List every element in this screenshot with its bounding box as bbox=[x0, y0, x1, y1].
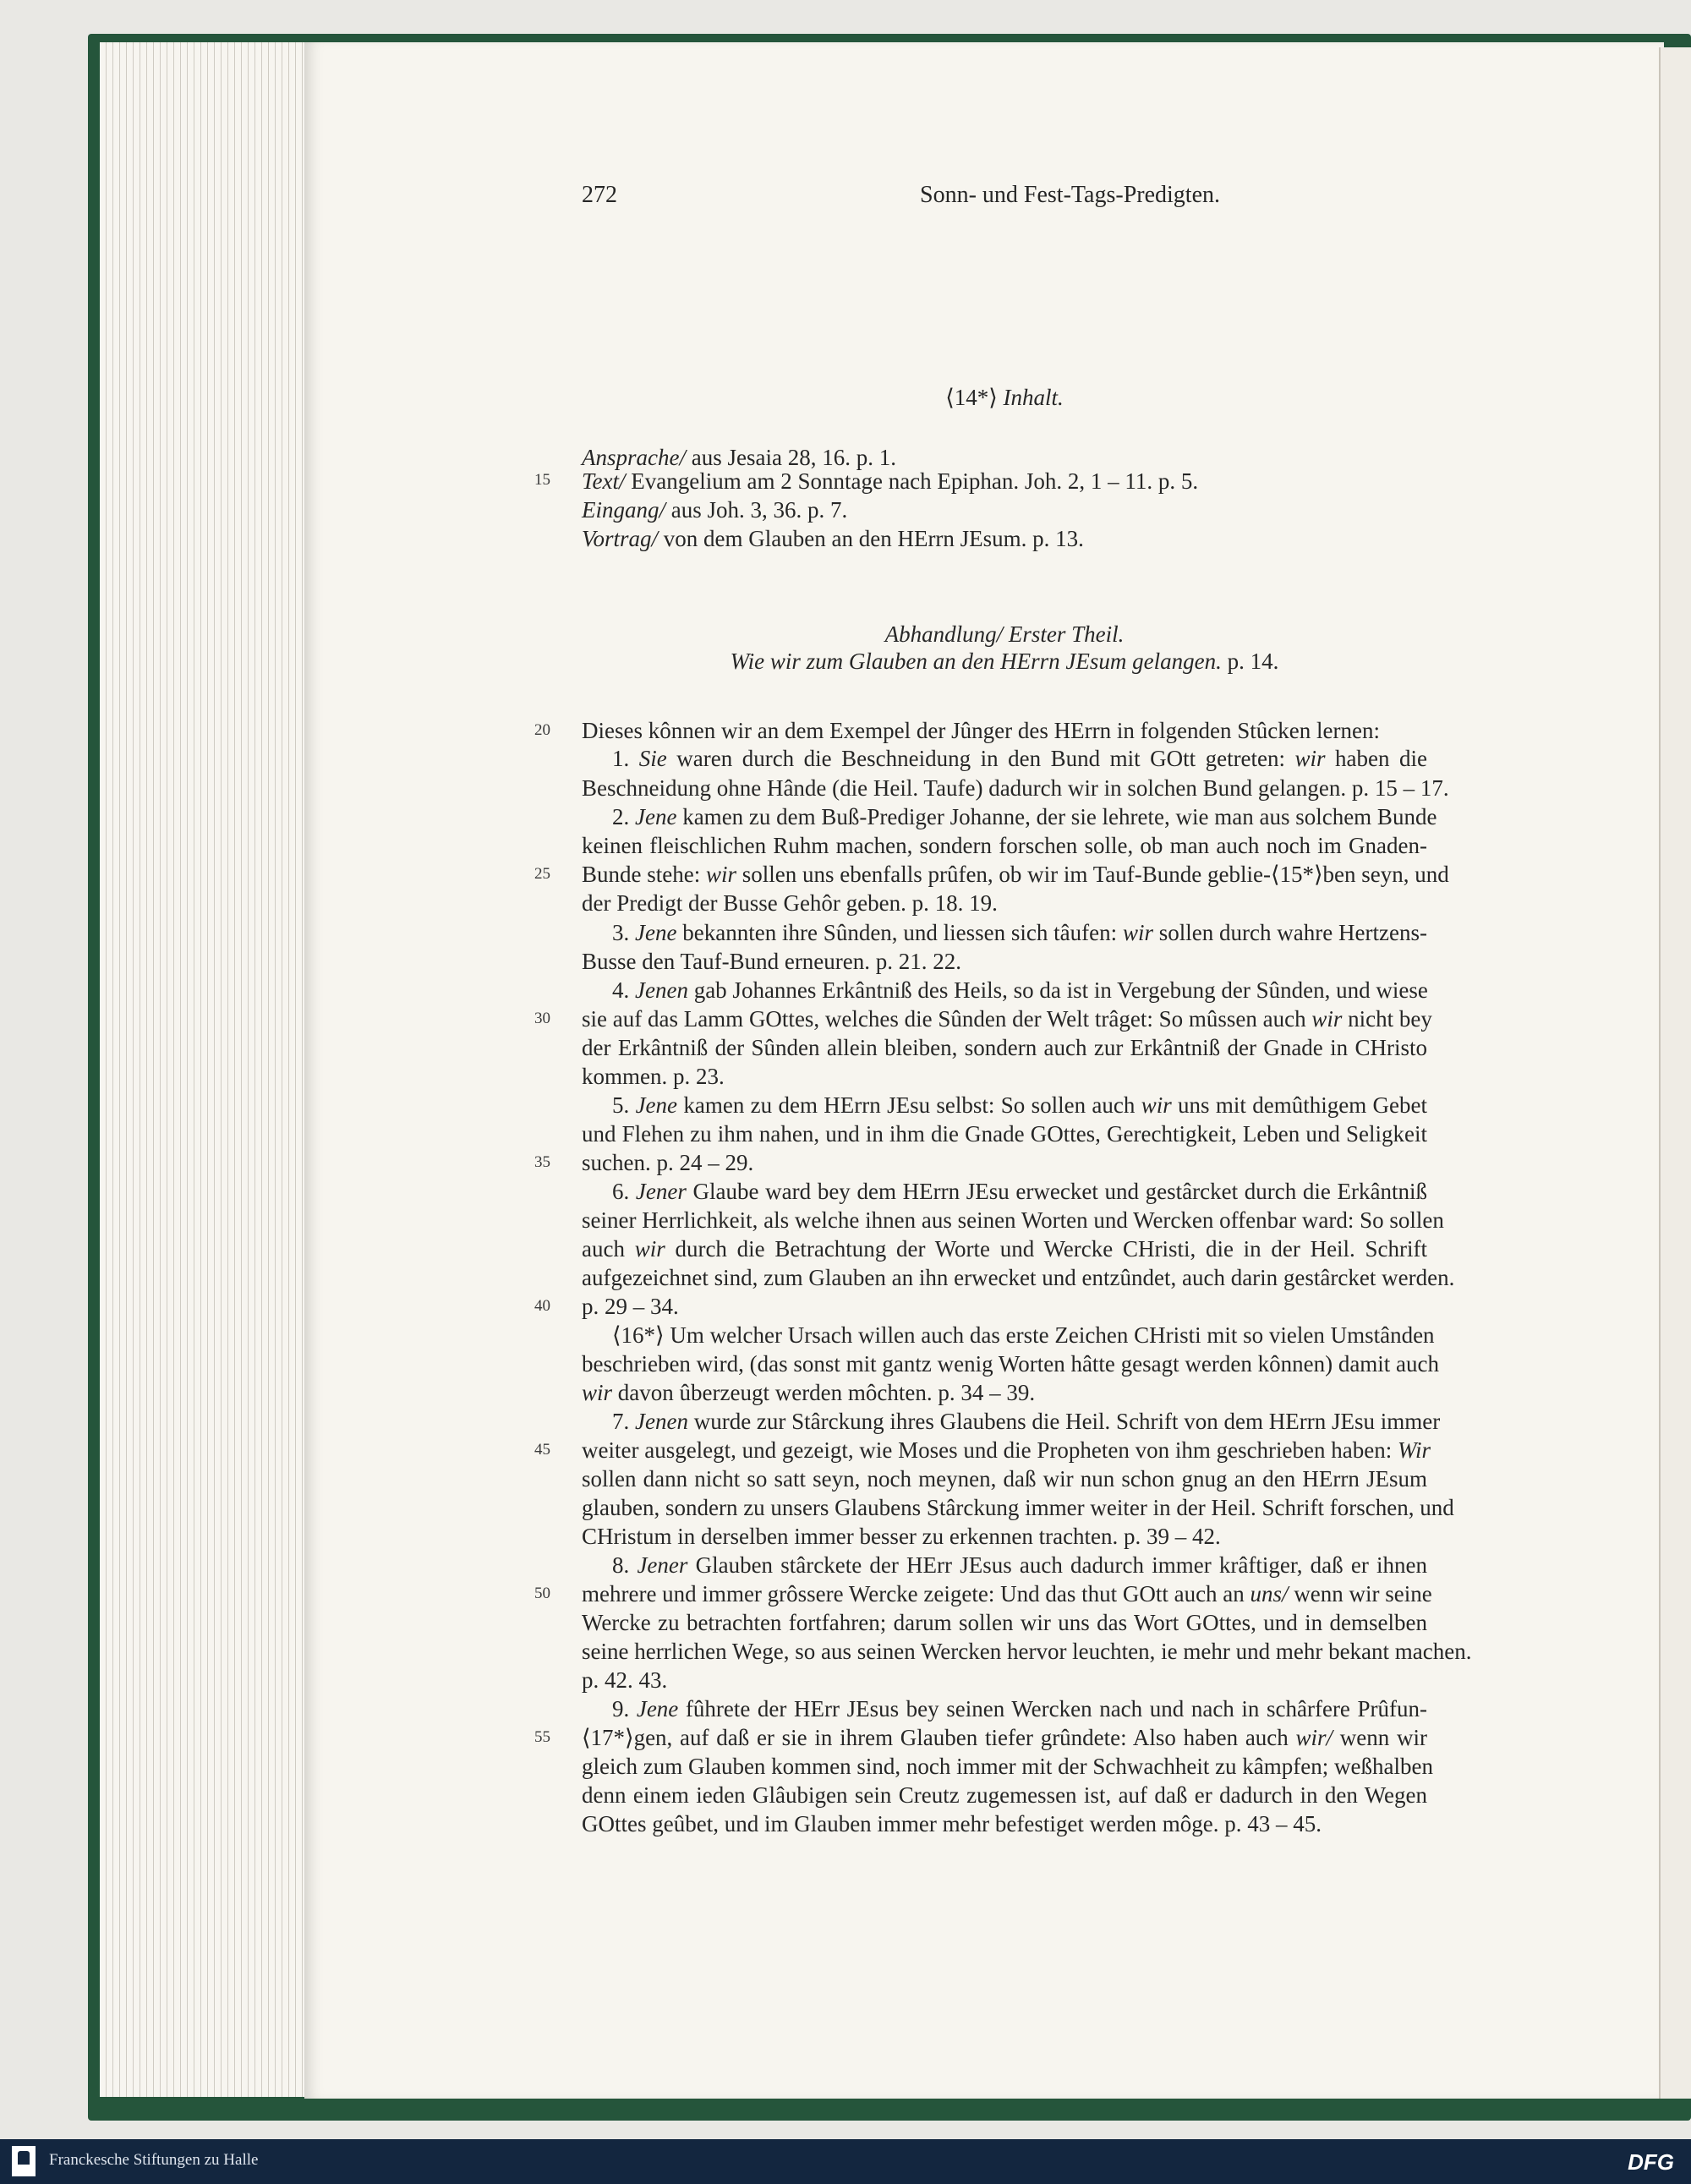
body-line: ⟨17*⟩gen, auf daß er sie in ihrem Glauben tiefer grûndete: Also haben auch wir/ wenn wir bbox=[582, 1725, 1427, 1750]
line-number: 50 bbox=[534, 1585, 550, 1602]
contents-heading bbox=[582, 385, 1427, 411]
page-marker: ⟨14*⟩ bbox=[945, 385, 998, 410]
body-line: 5. Jene kamen zu dem HErrn JEsu selbst: So sollen auch wir uns mit demûthigem Gebet bbox=[612, 1092, 1427, 1118]
body-line: GOttes geûbet, und im Glauben immer mehr befestiget werden môge. p. 43 – 45. bbox=[582, 1811, 1322, 1836]
body-line: Beschneidung ohne Hânde (die Heil. Taufe) dadurch wir in solchen Bund gelangen. p. 15 – 17. bbox=[582, 775, 1449, 801]
footer-bar bbox=[0, 2139, 1691, 2184]
body-line: sie auf das Lamm GOttes, welches die Sûnden der Welt trâget: So mûssen auch wir nicht bey bbox=[582, 1006, 1432, 1032]
body-line: seiner Herrlichkeit, als welche ihnen aus seinen Worten und Wercken offenbar ward: So sollen bbox=[582, 1207, 1444, 1233]
body-line: 9. Jene fûhrete der HErr JEsus bey seinen Wercken nach und nach in schârfere Prûfun- bbox=[612, 1696, 1427, 1721]
body-line: glauben, sondern zu unsers Glaubens Stârckung immer weiter in der Heil. Schrift forschen, und bbox=[582, 1495, 1454, 1520]
body-line: Bunde stehe: wir sollen uns ebenfalls prûfen, ob wir im Tauf-Bunde geblie-⟨15*⟩ben seyn, und bbox=[582, 862, 1449, 887]
toc-line-2: Text/ Evangelium am 2 Sonntage nach Epiphan. Joh. 2, 1 – 11. p. 5. bbox=[582, 468, 1199, 494]
page-number: 272 bbox=[582, 182, 617, 208]
body-line: 3. Jene bekannten ihre Sûnden, und liessen sich tâufen: wir sollen durch wahre Hertzens- bbox=[612, 920, 1427, 945]
institution-logo bbox=[12, 2146, 36, 2176]
body-line: denn einem ieden Glâubigen sein Creutz zugemessen ist, auf daß er dadurch in den Wegen bbox=[582, 1782, 1427, 1808]
body-line: Dieses kônnen wir an dem Exempel der Jûnger des HErrn in folgenden Stûcken lernen: bbox=[582, 718, 1380, 743]
line-number: 40 bbox=[534, 1297, 550, 1315]
dfg-logo: DFG bbox=[1628, 2149, 1674, 2175]
body-line: aufgezeichnet sind, zum Glauben an ihn erwecket und entzûndet, auch darin gestârcket werden. bbox=[582, 1265, 1455, 1290]
line-number: 30 bbox=[534, 1010, 550, 1027]
section-subheading: Wie wir zum Glauben an den HErrn JEsum gelangen. p. 14. bbox=[730, 649, 1279, 674]
contents-label: Inhalt. bbox=[1003, 385, 1064, 410]
toc-line-4: Vortrag/ von dem Glauben an den HErrn JEsum. p. 13. bbox=[582, 526, 1084, 551]
section-heading: Abhandlung/ Erster Theil. bbox=[884, 621, 1125, 647]
body-line: weiter ausgelegt, und gezeigt, wie Moses und die Propheten von ihm geschrieben haben: Wir bbox=[582, 1437, 1431, 1463]
body-line: p. 42. 43. bbox=[582, 1667, 668, 1693]
body-line: der Predigt der Busse Gehôr geben. p. 18. 19. bbox=[582, 890, 998, 916]
institution-name: Franckesche Stiftungen zu Halle bbox=[49, 2151, 259, 2169]
body-line: suchen. p. 24 – 29. bbox=[582, 1150, 754, 1175]
body-line: gleich zum Glauben kommen sind, noch immer mit der Schwachheit zu kâmpfen; weßhalben bbox=[582, 1754, 1433, 1779]
body-line: Wercke zu betrachten fortfahren; darum sollen wir uns das Wort GOttes, und in demselben bbox=[582, 1610, 1427, 1635]
body-line: Busse den Tauf-Bund erneuren. p. 21. 22. bbox=[582, 949, 962, 974]
body-line: 2. Jene kamen zu dem Buß-Prediger Johanne, der sie lehrete, wie man aus solchem Bunde bbox=[612, 804, 1437, 829]
body-line: sollen dann nicht so satt seyn, noch meynen, daß wir nun schon gnug an den HErrn JEsum bbox=[582, 1466, 1427, 1492]
body-line: wir davon ûberzeugt werden môchten. p. 34 – 39. bbox=[582, 1380, 1036, 1405]
body-line: auch wir durch die Betrachtung der Worte und Wercke CHristi, die in der Heil. Schrift bbox=[582, 1236, 1428, 1262]
body-line: 6. Jener Glaube ward bey dem HErrn JEsu erwecket und gestârcket durch die Erkântniß bbox=[612, 1179, 1428, 1204]
body-line: CHristum in derselben immer besser zu erkennen trachten. p. 39 – 42. bbox=[582, 1524, 1221, 1549]
body-line: beschrieben wird, (das sonst mit gantz wenig Worten hâtte gesagt werden kônnen) damit auch bbox=[582, 1351, 1440, 1377]
line-number: 55 bbox=[534, 1728, 550, 1746]
body-line: 8. Jener Glauben stârckete der HErr JEsus auch dadurch immer krâftiger, daß er ihnen bbox=[612, 1552, 1427, 1578]
running-title: Sonn- und Fest-Tags-Predigten. bbox=[920, 182, 1221, 208]
line-number: 35 bbox=[534, 1153, 550, 1171]
body-line: der Erkântniß der Sûnden allein bleiben, sondern auch zur Erkântniß der Gnade in CHristo bbox=[582, 1035, 1427, 1060]
body-line: 7. Jenen wurde zur Stârckung ihres Glaubens die Heil. Schrift von dem HErrn JEsu immer bbox=[612, 1409, 1441, 1434]
body-line: kommen. p. 23. bbox=[582, 1064, 725, 1089]
line-number: 25 bbox=[534, 865, 550, 883]
line-number: 15 bbox=[534, 471, 550, 489]
body-line: ⟨16*⟩ Um welcher Ursach willen auch das erste Zeichen CHristi mit so vielen Umstânden bbox=[612, 1322, 1435, 1348]
line-number: 20 bbox=[534, 721, 550, 739]
body-line: keinen fleischlichen Ruhm machen, sondern forschen solle, ob man auch noch im Gnaden- bbox=[582, 833, 1427, 858]
toc-line-3: Eingang/ aus Joh. 3, 36. p. 7. bbox=[582, 497, 848, 523]
body-line: 4. Jenen gab Johannes Erkântniß des Heils, so da ist in Vergebung der Sûnden, und wiese bbox=[612, 977, 1428, 1003]
body-line: mehrere und immer grôssere Wercke zeigete: Und das thut GOtt auch an uns/ wenn wir seine bbox=[582, 1581, 1432, 1607]
body-line: und Flehen zu ihm nahen, und in ihm die Gnade GOttes, Gerechtigkeit, Leben und Seligkeit bbox=[582, 1121, 1427, 1147]
body-line: 1. Sie waren durch die Beschneidung in den Bund mit GOtt getreten: wir haben die bbox=[612, 746, 1428, 771]
toc-line-1: Ansprache/ aus Jesaia 28, 16. p. 1. bbox=[582, 445, 896, 470]
body-line: p. 29 – 34. bbox=[582, 1294, 679, 1319]
body-line: seine herrlichen Wege, so aus seinen Wercken hervor leuchten, ie mehr und mehr bekant machen. bbox=[582, 1639, 1472, 1664]
line-number: 45 bbox=[534, 1441, 550, 1459]
